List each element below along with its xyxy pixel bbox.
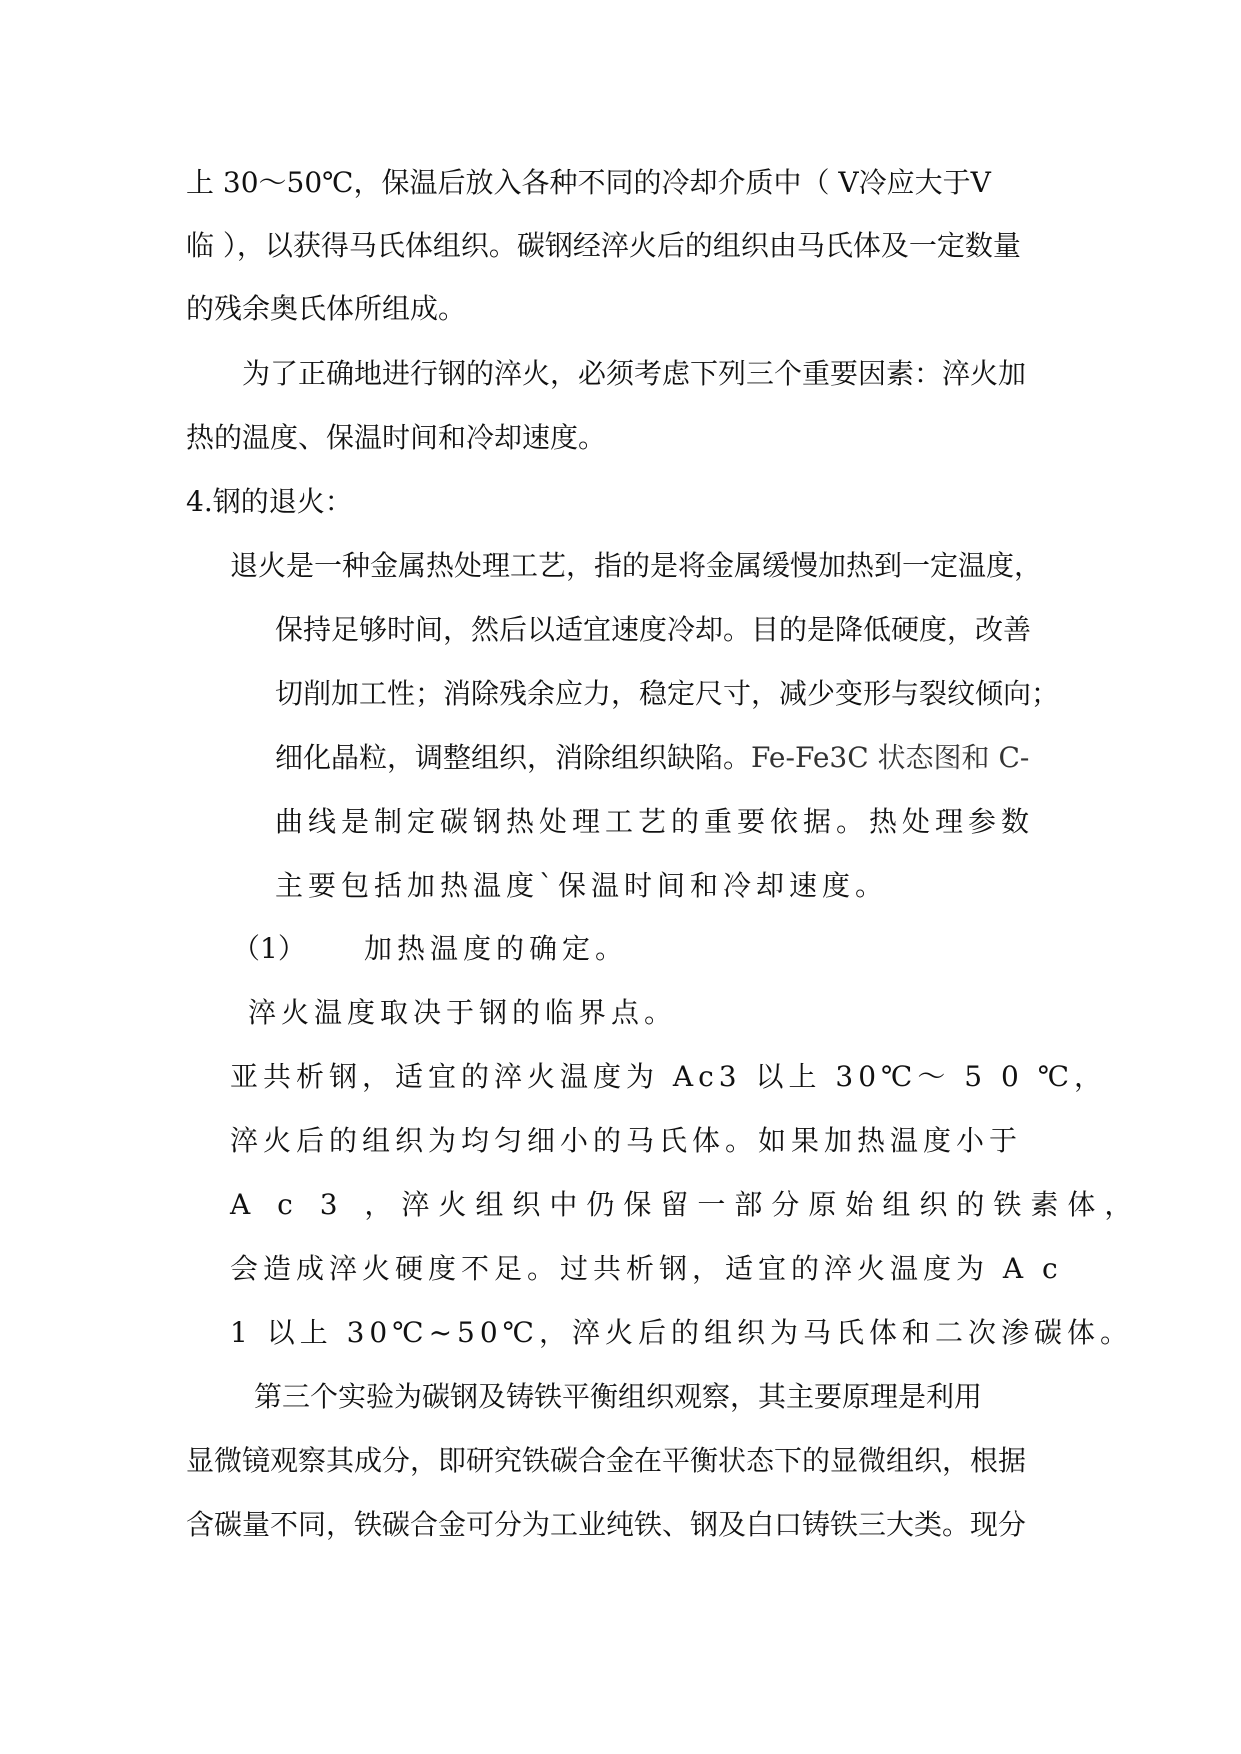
paragraph-3-line-3: 切削加工性；消除残余应力，稳定尺寸，减少变形与裂纹倾向； <box>275 677 1060 710</box>
paragraph-5-line-3: A c 3 ，淬火组织中仍保留一部分原始组织的铁素体， <box>230 1188 1142 1221</box>
paragraph-6-line-3: 含碳量不同，铁碳合金可分为工业纯铁、钢及白口铸铁三大类。现分 <box>186 1508 1027 1541</box>
paragraph-6-line-1: 第三个实验为碳钢及铸铁平衡组织观察，其主要原理是利用 <box>254 1380 983 1413</box>
paragraph-5-line-5: 1 以上 30℃~50℃，淬火后的组织为马氏体和二次渗碳体。 <box>230 1316 1133 1349</box>
paragraph-5-line-1: 亚共析钢，适宜的淬火温度为 Ac3 以上 30℃～ 5 0 ℃， <box>230 1060 1108 1093</box>
paragraph-2-line-1: 为了正确地进行钢的淬火，必须考虑下列三个重要因素：淬火加 <box>242 357 1027 390</box>
paragraph-5-line-4: 会造成淬火硬度不足。过共析钢，适宜的淬火温度为 A c <box>230 1252 1063 1285</box>
subsection-1-number: （1） <box>232 932 306 965</box>
paragraph-3-line-4 <box>275 740 1029 776</box>
paragraph-1-line-2: 临 ），以获得马氏体组织。碳钢经淬火后的组织由马氏体及一定数量 <box>186 229 1021 262</box>
subsection-1-title: 加热温度的确定。 <box>364 932 629 965</box>
paragraph-3-line-4-diagram-ref: Fe-Fe3C 状态图和 C- <box>751 741 1030 774</box>
paragraph-1-line-3: 的残余奥氏体所组成。 <box>186 292 467 325</box>
paragraph-6-line-2: 显微镜观察其成分，即研究铁碳合金在平衡状态下的显微组织，根据 <box>186 1444 1027 1477</box>
paragraph-3-line-5: 曲线是制定碳钢热处理工艺的重要依据。热处理参数 <box>275 805 1035 838</box>
paragraph-1-line-1: 上 30～50℃，保温后放入各种不同的冷却介质中（ V冷应大于V <box>186 166 991 199</box>
paragraph-5-line-2: 淬火后的组织为均匀细小的马氏体。如果加热温度小于 <box>230 1124 1023 1157</box>
paragraph-2-line-2: 热的温度、保温时间和冷却速度。 <box>186 421 607 454</box>
paragraph-3-line-6: 主要包括加热温度`保温时间和冷却速度。 <box>275 869 889 902</box>
paragraph-4: 淬火温度取决于钢的临界点。 <box>248 996 678 1029</box>
paragraph-3-line-4-text: 细化晶粒，调整组织，消除组织缺陷。 <box>275 741 752 774</box>
paragraph-3-line-2: 保持足够时间，然后以适宜速度冷却。目的是降低硬度，改善 <box>275 613 1032 646</box>
paragraph-3-line-1: 退火是一种金属热处理工艺，指的是将金属缓慢加热到一定温度， <box>230 549 1043 582</box>
section-heading-4: 4.钢的退火： <box>186 485 353 518</box>
